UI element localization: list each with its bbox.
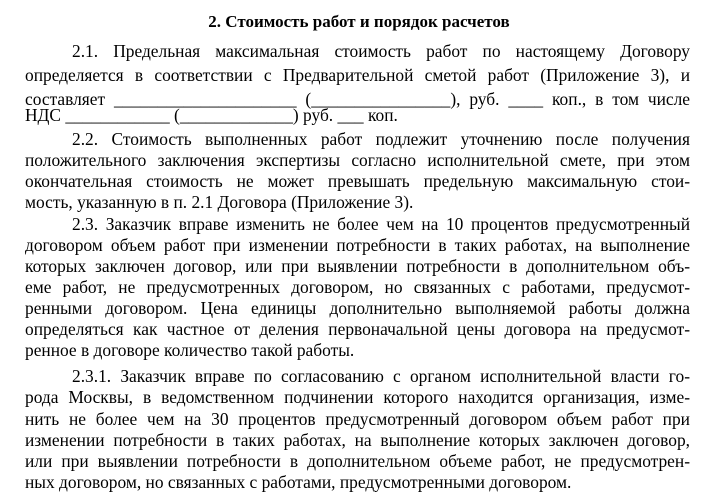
text-line: ренное в договоре количество такой работы.	[25, 340, 355, 360]
text-line: составляет _____________________ (________________), руб. ____ коп., в том числе	[25, 89, 690, 109]
text-line: еме работ, не предусмотренных договором, но связанных с работами, предусмот-	[25, 277, 690, 297]
text-line: НДС ____________ (_____________) руб. ___ коп.	[25, 105, 398, 125]
text-line: окончательная стоимость не может превышать предельную максимальную стои-	[25, 171, 690, 191]
text-line: рода Москвы, в ведомственном подчинении которого находится организация, изме-	[25, 387, 690, 407]
text-line: нить не более чем на 30 процентов предусмотренный договором объем работ при	[25, 409, 690, 429]
text-line: договором объем работ при изменении потребности в таких работах, на выполнение	[25, 235, 690, 255]
text-line: ренными договором. Цена единицы дополнительно выполняемой работы должна	[25, 298, 690, 318]
text-line: мость, указанную в п. 2.1 Договора (Приложение 3).	[25, 192, 414, 212]
text-line: 2.3.1. Заказчик вправе по согласованию с органом исполнительной власти го-	[72, 366, 690, 386]
text-line: изменении потребности в таких работах, на выполнение которых заключен договор,	[25, 430, 690, 450]
text-line: 2.1. Предельная максимальная стоимость работ по настоящему Договору	[72, 41, 690, 61]
text-line: или при выявлении потребности в дополнительном объеме работ, не предусмотрен-	[25, 451, 690, 471]
text-line: определяется в соответствии с Предварительной сметой работ (Приложение 3), и	[25, 65, 690, 85]
section-title: 2. Стоимость работ и порядок расчетов	[208, 12, 510, 31]
text-line: определяться как частное от деления первоначальной цены договора на предусмот-	[25, 319, 690, 339]
text-line: ных договором, но связанных с работами, предусмотренными договором.	[25, 472, 572, 492]
text-line: 2.3. Заказчик вправе изменить не более чем на 10 процентов предусмотренный	[72, 214, 690, 234]
text-line: 2.2. Стоимость выполненных работ подлежит уточнению после получения	[72, 129, 690, 149]
text-line: положительного заключения экспертизы согласно исполнительной смете, при этом	[25, 150, 690, 170]
text-line: которых заключен договор, или при выявлении потребности в дополнительном объ-	[25, 256, 690, 276]
